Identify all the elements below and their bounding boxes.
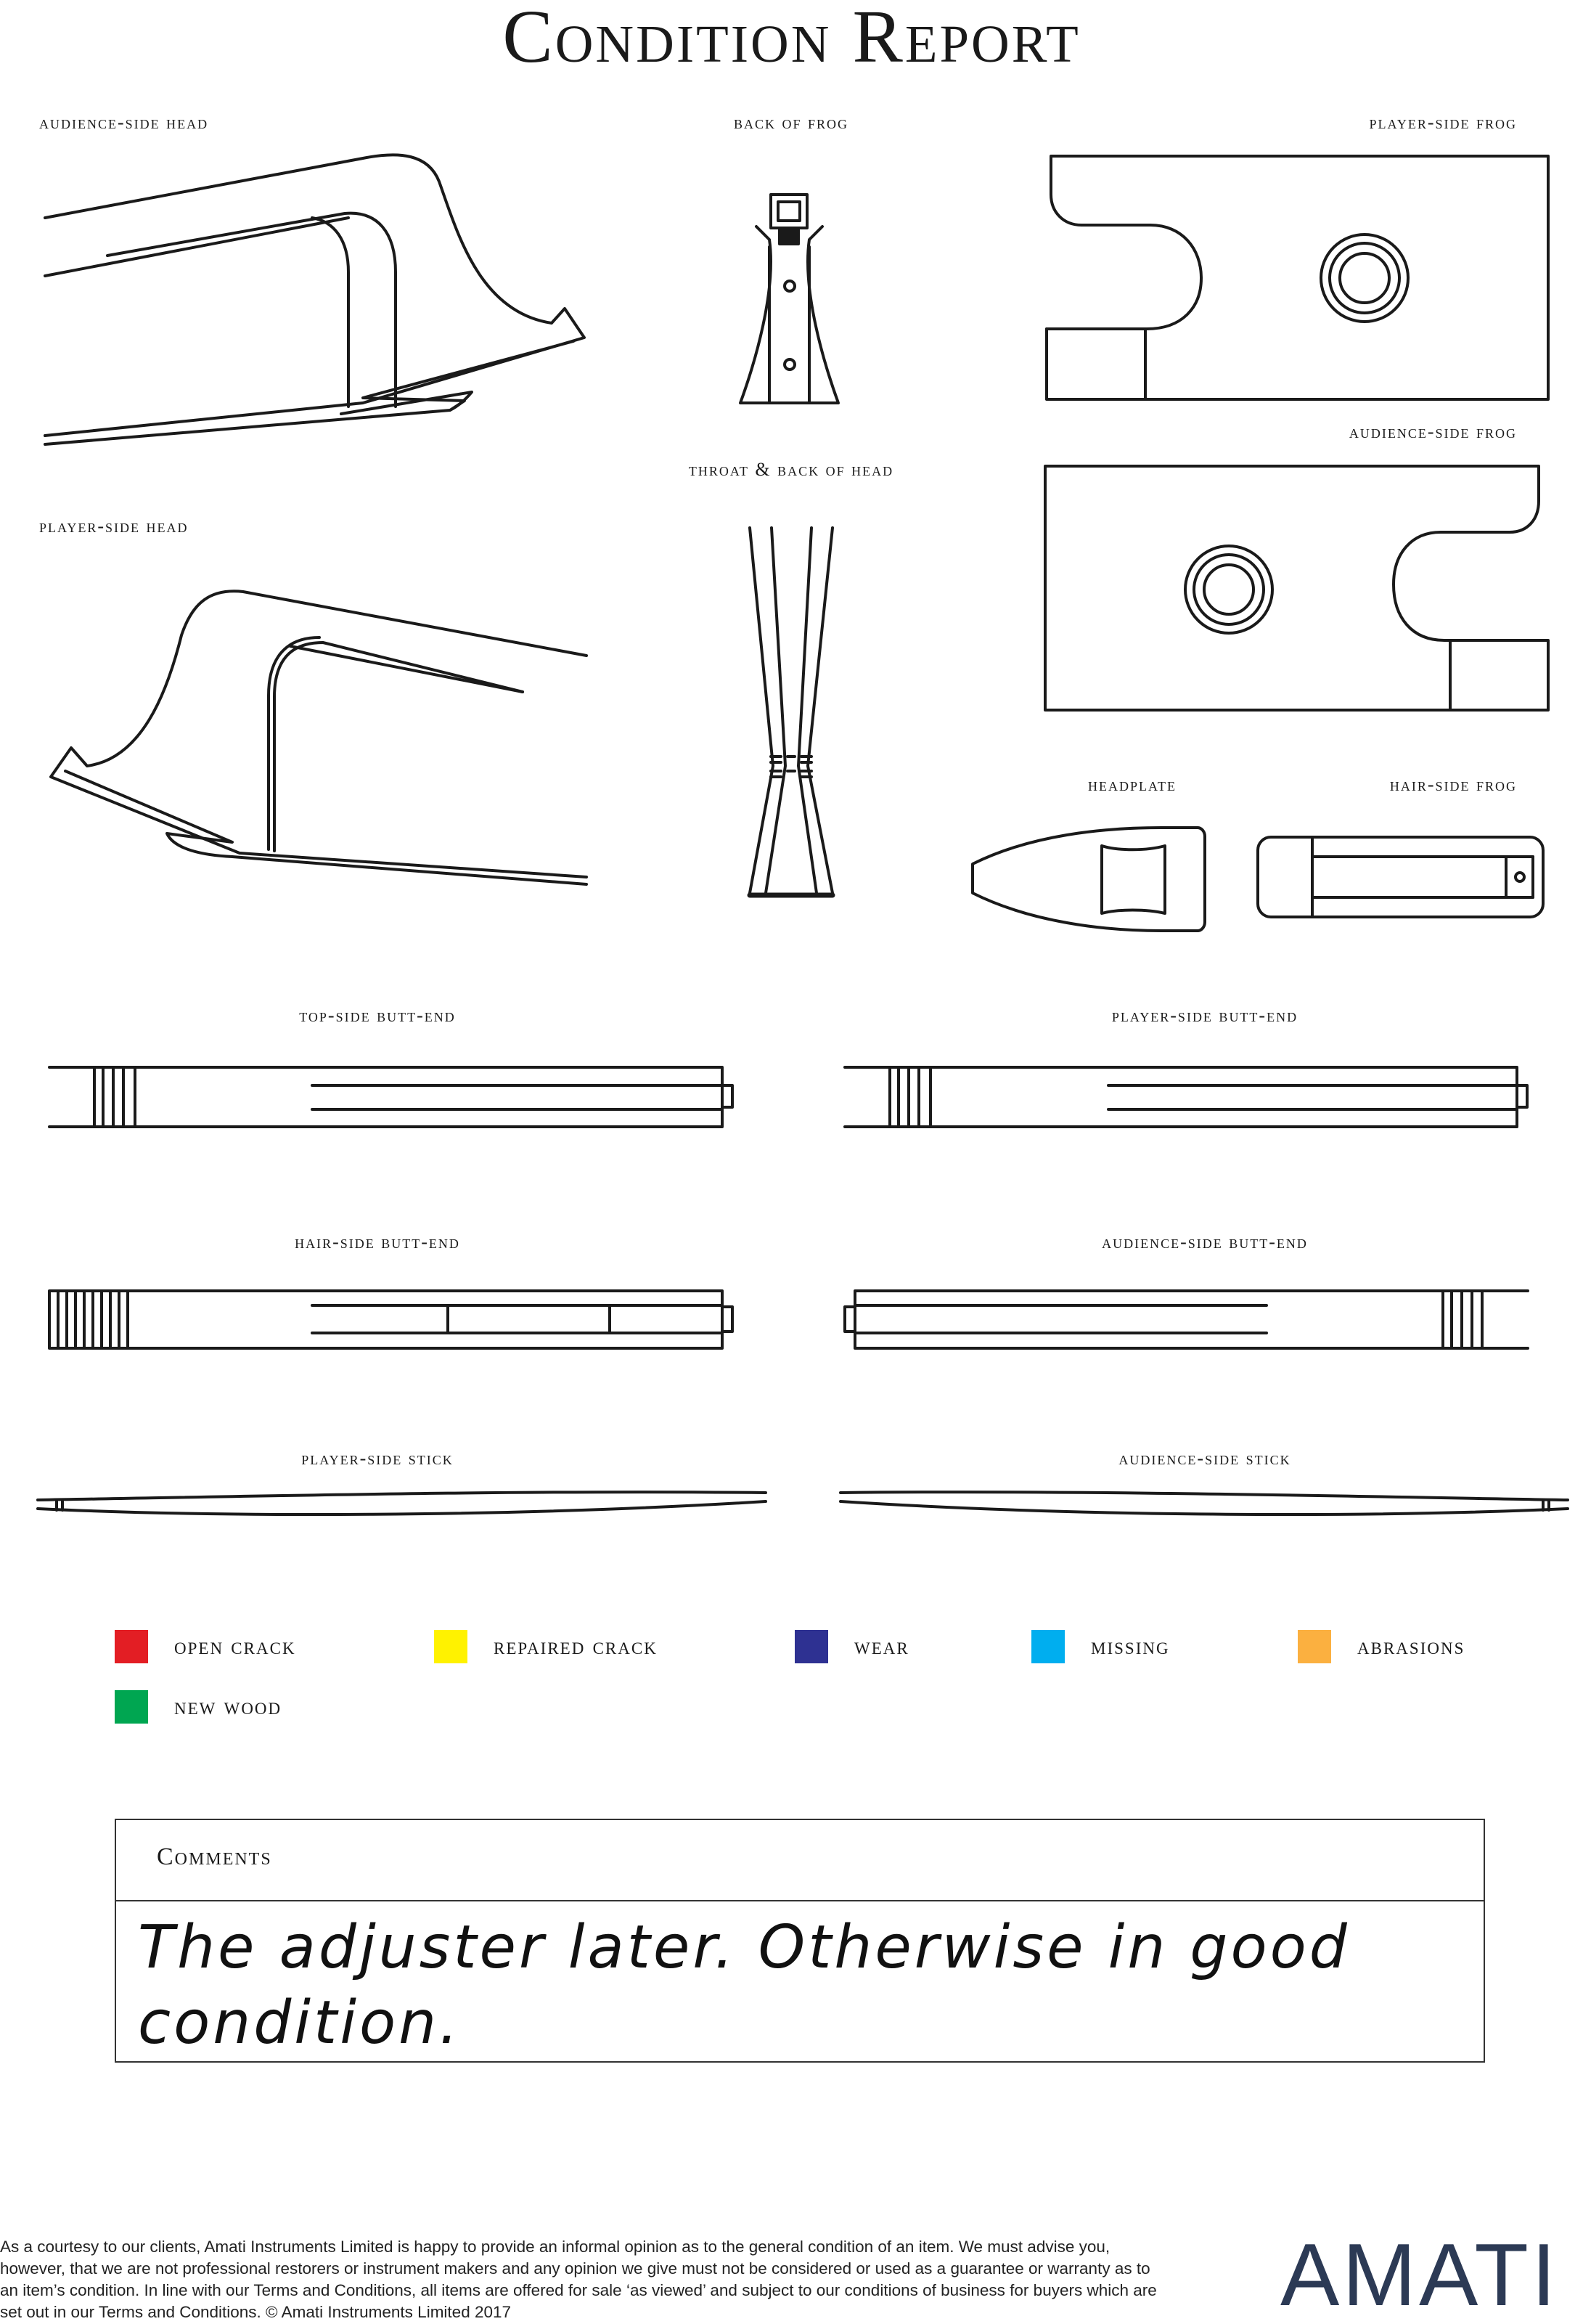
headplate-drawing [973,828,1205,931]
label-headplate: headplate [1088,774,1177,795]
player-side-head-drawing [51,591,586,884]
handwritten-comment: The adjuster later. Otherwise in good condition. [138,1913,1350,2058]
label-player-side-frog: player-side frog [1369,112,1517,133]
label-throat-back-of-head: throat & back of head [688,459,894,480]
label-back-of-frog: back of frog [733,112,849,133]
legend-item-new-wood [115,1689,282,1724]
player-side-stick-drawing [38,1492,766,1514]
legend-label: repaired crack [494,1633,658,1660]
legend-swatch-repaired-crack [434,1630,467,1663]
legend-item-missing [1031,1629,1170,1664]
audience-side-butt-end-drawing [845,1291,1528,1348]
label-audience-side-butt-end: audience-side butt-end [1102,1231,1308,1252]
legend-label: new wood [174,1693,282,1720]
label-audience-side-head: audience-side head [39,112,209,133]
label-player-side-butt-end: player-side butt-end [1111,1005,1298,1026]
hair-side-butt-end-drawing [49,1291,732,1348]
label-audience-side-stick: audience-side stick [1118,1448,1291,1469]
legend-swatch-missing [1031,1630,1065,1663]
back-of-frog-drawing [740,195,838,403]
label-player-side-head: player-side head [39,515,189,537]
audience-side-frog-drawing [1045,466,1548,710]
legend-swatch-wear [795,1630,828,1663]
legend-item-abrasions [1298,1629,1465,1664]
audience-side-head-drawing [45,155,584,444]
legend-item-open-crack [115,1629,296,1664]
player-side-frog-drawing [1047,156,1548,399]
label-hair-side-frog: hair-side frog [1389,774,1517,795]
disclaimer-text: As a courtesy to our clients, Amati Instruments Limited is happy to provide an informal opinion as to the general condition of an item. We must advise you, however, that we are not professional restorers or instrument makers and any opinion we give must not be considered or used as a guarantee or warranty as to an item’s condition. In line with our Terms and Conditions, all items are offered for sale ‘as viewed’ and subject to our conditions of business for buyers which are set out in our Terms and Conditions. © Amati Instruments Limited 2017 [0,2238,1157,2321]
legend-label: abrasions [1357,1633,1465,1660]
legend-label: missing [1091,1633,1170,1660]
label-player-side-stick: player-side stick [301,1448,454,1469]
legend-swatch-open-crack [115,1630,148,1663]
hair-side-frog-drawing [1258,837,1543,917]
comments-box [115,1819,1485,2063]
label-hair-side-butt-end: hair-side butt-end [295,1231,460,1252]
top-side-butt-end-drawing [49,1067,732,1127]
comments-heading: Comments [157,1843,272,1870]
page-title: Condition Report [502,0,1081,78]
legend-swatch-new-wood [115,1690,148,1724]
legend-item-repaired-crack [434,1629,658,1664]
amati-logo: AMATI [1280,2225,1559,2324]
legend-label: open crack [174,1633,296,1660]
legend-label: wear [854,1633,909,1660]
comments-header [116,1820,1484,1901]
player-side-butt-end-drawing [845,1067,1527,1127]
throat-back-of-head-drawing [750,528,833,895]
audience-side-stick-drawing [840,1492,1568,1514]
label-top-side-butt-end: top-side butt-end [299,1005,456,1026]
label-audience-side-frog: audience-side frog [1349,421,1517,442]
legend-swatch-abrasions [1298,1630,1331,1663]
legend-item-wear [795,1629,909,1664]
